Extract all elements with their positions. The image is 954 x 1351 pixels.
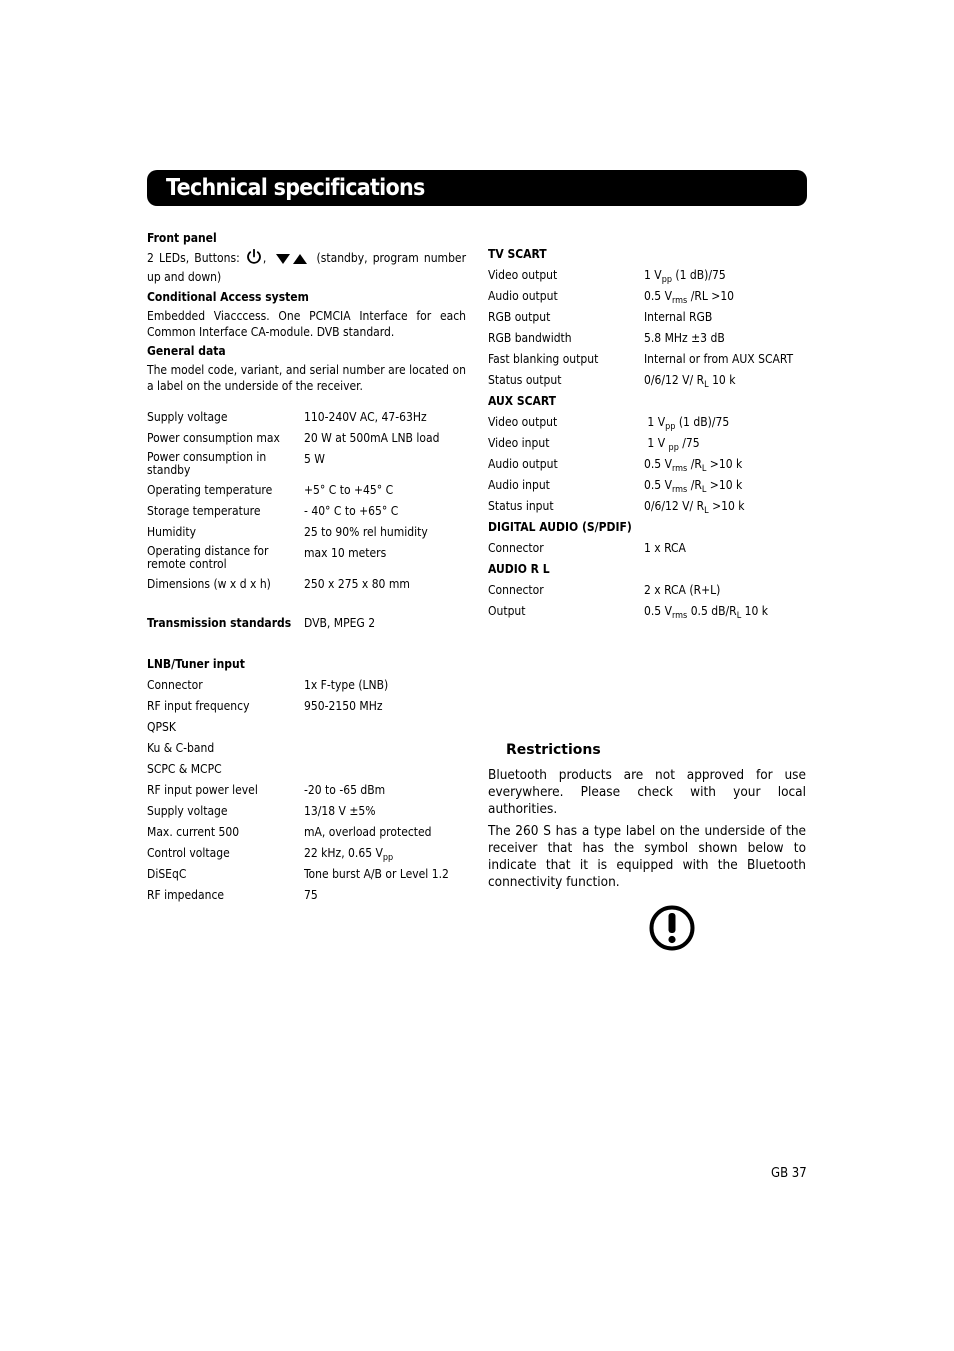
spec-value [304,803,376,819]
spec-value [644,582,720,598]
section-heading: AUDIO R L [488,562,550,576]
spec-row [147,451,466,477]
spec-value-tail: >10 k [708,499,745,513]
spec-value-sub: L [704,506,709,516]
spec-label: Status input [488,499,554,513]
section-heading: DIGITAL AUDIO (S/PDIF) [488,520,632,534]
spec-row [147,545,466,571]
spec-value-text: 1 V [644,415,666,429]
spec-value [644,540,686,556]
spec-label: Power consumption in standby [147,450,267,477]
button-icons [245,249,263,269]
front-panel-heading: Front panel [147,231,217,245]
spec-row [147,824,466,840]
spec-value [644,267,726,283]
spec-row [147,524,466,540]
spec-label: Supply voltage [147,804,228,818]
spec-value-sub: rms [671,485,688,495]
spec-value-tail: 0.5 dB/R [687,604,737,618]
spec-row [488,288,806,304]
spec-value-text: 20 W at 500mA LNB load [304,431,440,445]
spec-value-text: 1 V [644,268,662,282]
spec-label: RF input power level [147,783,258,797]
spec-value [644,330,725,346]
conditional-access-heading: Conditional Access system [147,290,309,304]
spec-value-text: Internal RGB [644,310,713,324]
spec-value-sub: rms [671,464,688,474]
triangle-up-icon [293,254,307,264]
exclamation-circle-icon [649,905,695,951]
spec-label: RF input frequency [147,699,250,713]
spec-row [488,477,806,493]
spec-label: Supply voltage [147,410,228,424]
spec-value [304,677,388,693]
spec-label: Video input [488,436,550,450]
spec-label: Audio output [488,457,558,471]
spec-value [644,603,768,619]
spec-row [488,330,806,346]
title-bar [147,170,807,206]
spec-value-text: 0.5 V [644,289,672,303]
spec-value-sub: L [704,380,709,390]
spec-value-text: 0.5 V [644,604,672,618]
spec-label: RF impedance [147,888,225,902]
spec-value-text: +5° C to +45° C [304,483,394,497]
spec-value [304,698,383,714]
spec-row [488,603,806,619]
spec-value-sub: rms [671,611,688,621]
section-heading: AUX SCART [488,394,557,408]
spec-value-text: 250 x 275 x 80 mm [304,577,410,591]
spec-label: DiSEqC [147,867,187,881]
spec-value-text: 2 x RCA (R+L) [644,583,721,597]
spec-value-text: 22 kHz, 0.65 V [304,846,383,860]
spec-row [147,430,466,446]
spec-value-text: - 40° C to +65° C [304,504,399,518]
spec-value [644,435,700,451]
spec-value-text: 75 [304,888,318,902]
spec-value [304,866,449,882]
section-heading: TV SCART [488,247,547,261]
spec-value-text: 0.5 V [644,457,672,471]
spec-value [304,545,386,561]
spec-value [644,309,712,325]
spec-value-sub: rms [671,296,688,306]
spec-row [147,698,466,714]
spec-row [147,503,466,519]
transmission-label: Transmission standards [147,616,292,630]
spec-row [147,866,466,882]
general-data-text: The model code, variant, and serial number are located on a label on the underside of the receiver. [147,363,466,393]
spec-row [147,576,466,592]
spec-value [304,824,432,840]
spec-value [304,409,427,425]
spec-value-tail: /RL >10 [687,289,735,303]
spec-label: Audio output [488,289,558,303]
spec-value-sub: pp [661,275,672,285]
spec-value-text: Tone burst A/B or Level 1.2 [304,867,449,881]
spec-value-sub: pp [665,422,676,432]
spec-label: QPSK [147,720,176,734]
page-title: Technical specifications [166,175,425,201]
spec-row [488,540,806,556]
spec-value-tail2: 10 k [741,604,769,618]
spec-value-tail2: >10 k [706,457,743,471]
spec-label: Fast blanking output [488,352,599,366]
spec-label: Dimensions (w x d x h) [147,577,271,591]
spec-row [488,267,806,283]
lnb-heading: LNB/Tuner input [147,657,245,671]
spec-label: Connector [488,583,544,597]
spec-label: Control voltage [147,846,230,860]
spec-value [304,482,393,498]
front-panel-text-before: 2 LEDs, Buttons: [147,251,240,265]
spec-row [147,761,466,777]
spec-row [488,372,806,388]
spec-row [488,351,806,367]
front-panel-text [147,249,466,285]
spec-value-text: Internal or from AUX SCART [644,352,794,366]
power-icon [245,249,263,265]
spec-row [147,803,466,819]
spec-value [644,414,729,430]
spec-value-sub: pp [668,443,679,453]
spec-row [147,887,466,903]
spec-row [147,409,466,425]
spec-value-text: 950-2150 MHz [304,699,383,713]
spec-value [304,782,385,798]
spec-label: RGB output [488,310,551,324]
spec-row [147,482,466,498]
spec-value [644,351,793,367]
spec-value-sub: pp [382,853,394,863]
left-column [147,230,466,908]
transmission-value: DVB, MPEG 2 [304,616,376,630]
spec-row [488,309,806,325]
spec-label: Humidity [147,525,196,539]
spec-value-tail: /R [687,478,702,492]
spec-value [304,524,428,540]
general-specs-table [147,409,466,592]
arrow-icons [275,251,311,269]
spec-row [488,498,806,514]
triangle-down-icon [276,254,290,264]
spec-label: Operating distance for remote control [147,544,269,571]
front-panel-sep: , [262,251,267,265]
spec-row [147,719,466,735]
spec-row [488,582,806,598]
general-data-heading: General data [147,344,226,358]
spec-value-text: 25 to 90% rel humidity [304,525,428,539]
spec-label: Video output [488,415,558,429]
spec-label: Storage temperature [147,504,261,518]
spec-value-text: 5.8 MHz ±3 dB [644,331,725,345]
spec-value-tail: (1 dB)/75 [671,268,726,282]
spec-value-text: 1x F-type (LNB) [304,678,389,692]
spec-value-text: mA, overload protected [304,825,432,839]
spec-value-sub2: L [736,611,742,621]
spec-value-tail2: >10 k [706,478,743,492]
spec-label: Max. current 500 [147,825,240,839]
spec-label: Connector [147,678,203,692]
restrictions-body [488,767,806,896]
restrictions-paragraph: Bluetooth products are not approved for use everywhere. Please check with your local authorities. [488,767,806,817]
spec-value-text: 13/18 V ±5% [304,804,376,818]
spec-value-tail: /75 [678,436,700,450]
right-column [488,246,806,624]
spec-value-text: 1 x RCA [644,541,686,555]
restrictions-paragraph: The 260 S has a type label on the underside of the receiver that has the symbol shown below to indicate that it is equipped with the Bluetooth connectivity function. [488,823,806,890]
spec-value [644,498,745,514]
spec-value [644,372,735,388]
spec-value [304,430,439,446]
spec-value [644,288,734,304]
spec-value [304,576,410,592]
spec-value-sub2: L [701,485,707,495]
spec-value-tail: /R [687,457,702,471]
spec-value [304,503,398,519]
spec-label: Ku & C-band [147,741,215,755]
spec-value [644,477,742,493]
spec-label: SCPC & MCPC [147,762,222,776]
spec-value-text: 0.5 V [644,478,672,492]
spec-value-tail: 10 k [708,373,736,387]
spec-value-text: 5 W [304,452,325,466]
spec-value-text: 0/6/12 V/ R [644,499,705,513]
front-panel-text-after: (standby, program number up and down) [147,251,467,284]
conditional-access-text: Embedded Viacccess. One PCMCIA Interface for each Common Interface CA-module. DVB standard. [147,309,466,339]
transmission-row [147,615,466,631]
spec-row [488,456,806,472]
restrictions-heading: Restrictions [506,742,601,758]
spec-value [304,845,393,861]
spec-row [147,782,466,798]
spec-value-text: -20 to -65 dBm [304,783,386,797]
spec-value-sub2: L [701,464,707,474]
spec-value [644,456,742,472]
spec-row [488,414,806,430]
spec-row [488,435,806,451]
page-number: GB 37 [771,1166,807,1181]
spec-label: RGB bandwidth [488,331,572,345]
spec-value-text: 110-240V AC, 47-63Hz [304,410,427,424]
lnb-table [147,677,466,903]
spec-row [147,845,466,861]
spec-value [304,887,318,903]
spec-value-text: 0/6/12 V/ R [644,373,705,387]
spec-label: Audio input [488,478,550,492]
spec-value-text: 1 V [644,436,669,450]
spec-label: Status output [488,373,562,387]
spec-label: Connector [488,541,544,555]
spec-label: Video output [488,268,558,282]
spec-label: Power consumption max [147,431,280,445]
spec-value-text: max 10 meters [304,546,387,560]
spec-label: Operating temperature [147,483,273,497]
spec-label: Output [488,604,526,618]
spec-row [147,677,466,693]
spec-row [147,740,466,756]
spec-value-tail: (1 dB)/75 [675,415,730,429]
spec-value [304,451,325,467]
